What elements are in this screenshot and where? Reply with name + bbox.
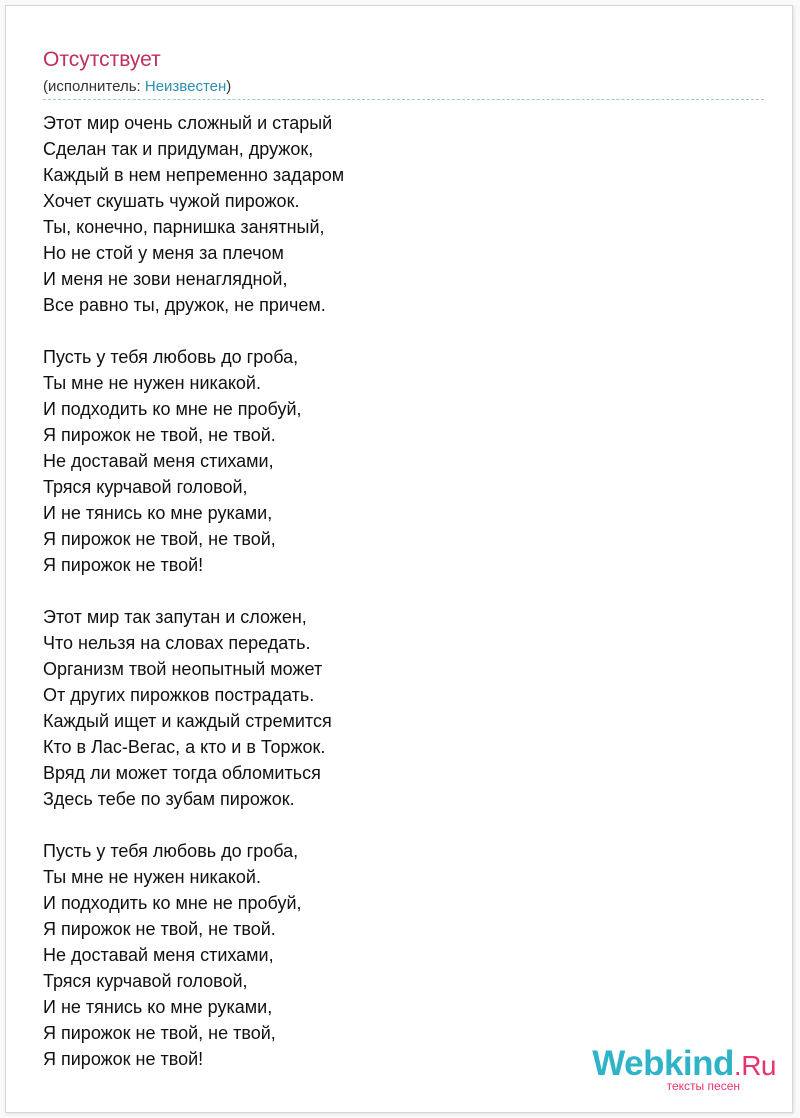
lyrics-line: Я пирожок не твой, не твой. bbox=[43, 919, 276, 939]
lyrics-stanza bbox=[43, 344, 743, 578]
lyrics-line: Кто в Лас-Вегас, а кто и в Торжок. bbox=[43, 737, 326, 757]
lyrics-body bbox=[43, 110, 743, 1098]
lyrics-line: Вряд ли может тогда обломиться bbox=[43, 763, 321, 783]
lyrics-line: Не доставай меня стихами, bbox=[43, 451, 274, 471]
artist-line bbox=[43, 77, 231, 97]
lyrics-line: И не тянись ко мне руками, bbox=[43, 503, 273, 523]
lyrics-line: И меня не зови ненаглядной, bbox=[43, 269, 288, 289]
site-logo[interactable] bbox=[592, 1046, 776, 1092]
song-title: Отсутствует bbox=[43, 48, 161, 71]
lyrics-line: Тряся курчавой головой, bbox=[43, 971, 248, 991]
lyrics-line: Этот мир очень сложный и старый bbox=[43, 113, 333, 133]
lyrics-line: Пусть у тебя любовь до гроба, bbox=[43, 347, 299, 367]
lyrics-line: Что нельзя на словах передать. bbox=[43, 633, 311, 653]
artist-prefix: (исполнитель: bbox=[43, 78, 145, 95]
logo-suffix-text: .Ru bbox=[733, 1050, 776, 1081]
lyrics-line: Все равно ты, дружок, не причем. bbox=[43, 295, 326, 315]
logo-tagline: тексты песен bbox=[666, 1079, 740, 1093]
lyrics-line: И подходить ко мне не пробуй, bbox=[43, 893, 302, 913]
lyrics-line: Здесь тебе по зубам пирожок. bbox=[43, 789, 295, 809]
lyrics-sheet bbox=[5, 5, 793, 1113]
lyrics-line: И подходить ко мне не пробуй, bbox=[43, 399, 302, 419]
lyrics-line: Ты мне не нужен никакой. bbox=[43, 373, 261, 393]
lyrics-stanza bbox=[43, 838, 743, 1072]
lyrics-line: Организм твой неопытный может bbox=[43, 659, 323, 679]
lyrics-line: Пусть у тебя любовь до гроба, bbox=[43, 841, 299, 861]
lyrics-line: От других пирожков пострадать. bbox=[43, 685, 315, 705]
lyrics-line: Каждый ищет и каждый стремится bbox=[43, 711, 332, 731]
artist-suffix: ) bbox=[226, 78, 232, 95]
lyrics-line: Я пирожок не твой! bbox=[43, 1049, 204, 1069]
lyrics-line: И не тянись ко мне руками, bbox=[43, 997, 273, 1017]
lyrics-line: Я пирожок не твой, не твой, bbox=[43, 1023, 276, 1043]
lyrics-line: Но не стой у меня за плечом bbox=[43, 243, 284, 263]
lyrics-line: Я пирожок не твой, не твой, bbox=[43, 529, 276, 549]
header-divider bbox=[43, 99, 764, 100]
lyrics-line: Тряся курчавой головой, bbox=[43, 477, 248, 497]
lyrics-line: Этот мир так запутан и сложен, bbox=[43, 607, 307, 627]
lyrics-line: Ты мне не нужен никакой. bbox=[43, 867, 261, 887]
logo-main-text: Webkind bbox=[592, 1044, 734, 1083]
lyrics-line: Ты, конечно, парнишка занятный, bbox=[43, 217, 325, 237]
artist-link[interactable]: Неизвестен bbox=[144, 78, 227, 95]
lyrics-line: Я пирожок не твой! bbox=[43, 555, 204, 575]
lyrics-stanza bbox=[43, 110, 743, 318]
lyrics-line: Я пирожок не твой, не твой. bbox=[43, 425, 276, 445]
lyrics-line: Каждый в нем непременно задаром bbox=[43, 165, 345, 185]
lyrics-stanza bbox=[43, 604, 743, 812]
lyrics-line: Не доставай меня стихами, bbox=[43, 945, 274, 965]
lyrics-line: Сделан так и придуман, дружок, bbox=[43, 139, 314, 159]
lyrics-line: Хочет скушать чужой пирожок. bbox=[43, 191, 300, 211]
